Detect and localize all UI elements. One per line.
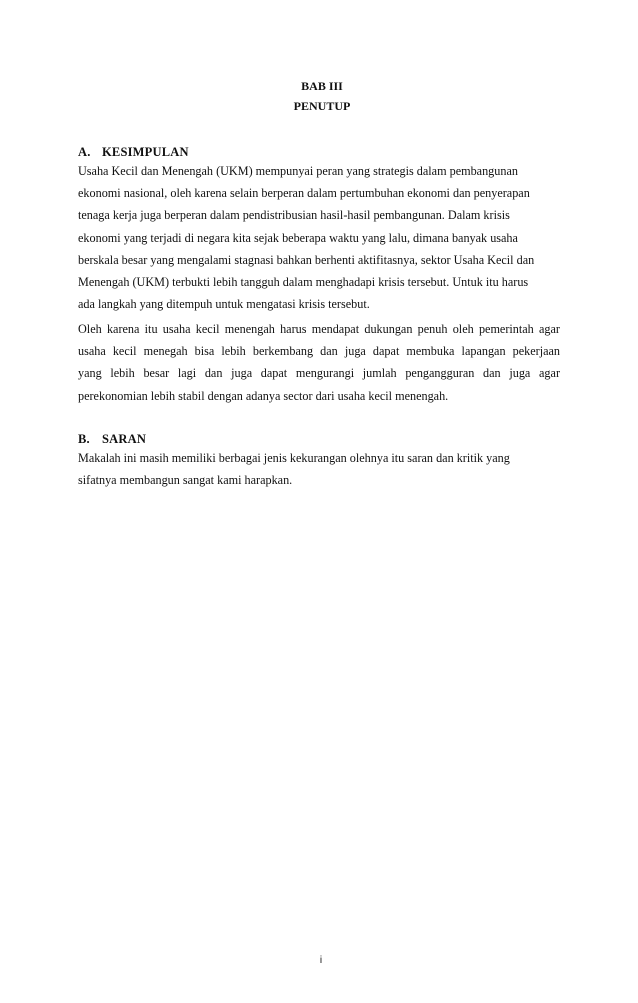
text-line: ekonomi nasional, oleh karena selain berperan dalam pertumbuhan ekonomi dan penyerapan xyxy=(78,186,530,201)
text-line: perekonomian lebih stabil dengan adanya sector dari usaha kecil menengah. xyxy=(78,388,449,403)
chapter-number xyxy=(0,79,638,93)
text-line: Makalah ini masih memiliki berbagai jenis kekurangan olehnya itu saran dan kritik yang xyxy=(78,451,510,465)
chapter-number-text: BAB III xyxy=(301,79,343,93)
section-letter: A. xyxy=(78,145,91,159)
page-number: i xyxy=(319,955,323,966)
section-title: KESIMPULAN xyxy=(102,145,189,159)
text-line: ada langkah yang ditempuh untuk mengatasi krisis tersebut. xyxy=(78,297,370,312)
chapter-title-text: PENUTUP xyxy=(293,99,351,113)
text-line: usaha kecil menegah bisa lebih berkembang dan juga dapat membuka lapangan pekerjaan xyxy=(78,344,560,359)
text-line: ekonomi yang terjadi di negara kita sejak beberapa waktu yang lalu, dimana banyak usaha xyxy=(78,230,518,245)
text-line: Usaha Kecil dan Menengah (UKM) mempunyai peran yang strategis dalam pembangunan xyxy=(78,164,518,178)
paragraph-kesimpulan-1 xyxy=(78,160,560,315)
text-line: Oleh karena itu usaha kecil menengah harus mendapat dukungan penuh oleh pemerintah agar xyxy=(78,322,560,336)
chapter-title xyxy=(0,99,638,113)
paragraph-saran xyxy=(78,447,560,491)
section-heading-kesimpulan xyxy=(78,145,189,159)
text-line: sifatnya membangun sangat kami harapkan. xyxy=(78,473,293,488)
text-line: Menengah (UKM) terbukti lebih tangguh dalam menghadapi krisis tersebut. Untuk itu harus xyxy=(78,275,529,290)
paragraph-kesimpulan-2 xyxy=(78,318,560,407)
section-title: SARAN xyxy=(102,432,147,446)
text-line: tenaga kerja juga berperan dalam pendistribusian hasil-hasil pembangunan. Dalam krisis xyxy=(78,208,510,223)
text-line: yang lebih besar lagi dan juga dapat mengurangi jumlah pengangguran dan juga agar xyxy=(78,366,560,381)
text-line: berskala besar yang mengalami stagnasi bahkan berhenti aktifitasnya, sektor Usaha Kecil dan xyxy=(78,252,535,267)
section-heading-saran xyxy=(78,432,146,446)
section-letter: B. xyxy=(78,432,90,446)
